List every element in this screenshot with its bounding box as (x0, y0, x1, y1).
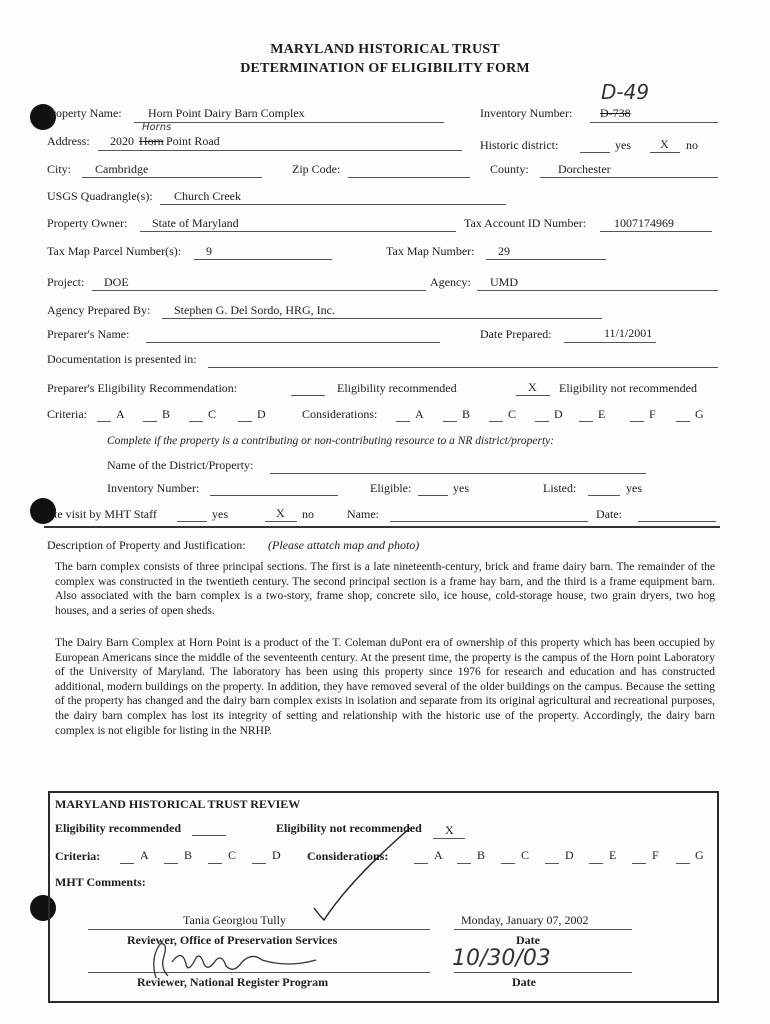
listed-yes: yes (626, 481, 642, 495)
tax-map-line (486, 259, 606, 260)
historic-yes-line (580, 152, 610, 153)
site-visit-label: te visit by MHT Staff (54, 507, 157, 521)
complete-note: Complete if the property is a contributing or non-contributing resource to a NR district/property: (107, 435, 555, 447)
criteria-c: C (208, 407, 217, 421)
zip-line (348, 177, 470, 178)
district-name-label: Name of the District/Property: (107, 458, 254, 472)
tax-map-label: Tax Map Number: (386, 244, 475, 258)
cons-g: G (695, 407, 704, 421)
site-visit-no-line (265, 521, 297, 522)
elig-rec-line (291, 395, 325, 396)
historic-x-mark: X (660, 137, 669, 151)
prepared-by-line (162, 318, 602, 319)
owner-value: State of Maryland (152, 216, 239, 230)
address-number: 2020 (110, 134, 134, 148)
tax-account-label: Tax Account ID Number: (464, 216, 587, 230)
agency-label: Agency: (430, 275, 471, 289)
criteria-a-line (97, 421, 111, 422)
reviewer-checkmark-signature (300, 820, 420, 930)
section-rule (44, 526, 720, 528)
review-cons-e-line (589, 863, 603, 864)
review-criteria-c: C (228, 848, 237, 862)
zip-label: Zip Code: (292, 162, 341, 176)
cons-g-line (676, 421, 690, 422)
parcel-value: 9 (206, 244, 212, 258)
cons-a: A (415, 407, 424, 421)
cons-d: D (554, 407, 563, 421)
address-struck-word: Horn (139, 134, 164, 148)
criteria-a: A (116, 407, 125, 421)
eligible-yes: yes (453, 481, 469, 495)
site-visit-name-label: Name: (347, 507, 379, 521)
description-paragraph-2: The Dairy Barn Complex at Horn Point is a product of the T. Coleman duPont era of ownership of this property which has been occupied by European Americans since the middle of the seventeenth century. At the present time, the property is the campus of the Horn point Laboratory of the University of Maryland. The laboratory has been using this property since 1976 for research and education and has constructed additional, modern buildings on the property. In addition, they have removed several of the older buildings on the campus. Because the setting of the property has changed and the dairy barn complex exists in isolation and separate from its original agricultural and recreational purposes, the dairy barn complex has lost its integrity of setting and relationship with the historic use of the property. Accordingly, the dairy barn complex is not eligible for listing in the NRHP. (55, 637, 715, 737)
form-title-line2: DETERMINATION OF ELIGIBILITY FORM (240, 61, 530, 76)
criteria-c-line (189, 421, 203, 422)
inventory-number-struck: D-738 (600, 106, 631, 120)
historic-no: no (686, 138, 698, 152)
review-criteria-a: A (140, 848, 149, 862)
criteria-b-line (143, 421, 157, 422)
review-elig-not-rec-line (433, 838, 465, 839)
cons-e-line (579, 421, 593, 422)
city-line (82, 177, 262, 178)
date2-line (454, 972, 632, 973)
project-line (92, 290, 426, 291)
cons-b: B (462, 407, 471, 421)
criteria-b: B (162, 407, 171, 421)
site-visit-yes: yes (212, 507, 228, 521)
elig-rec-option: Eligibility recommended (337, 381, 457, 395)
review-criteria-b: B (184, 848, 193, 862)
review-date: Monday, January 07, 2002 (461, 913, 589, 927)
prepared-by-value: Stephen G. Del Sordo, HRG, Inc. (174, 303, 335, 317)
criteria-label: Criteria: (47, 407, 87, 421)
parcel-label: Tax Map Parcel Number(s): (47, 244, 182, 258)
property-name-line (134, 122, 444, 123)
review-cons-a: A (434, 848, 443, 862)
review-elig-not-rec-x: X (445, 823, 454, 837)
inventory-number-label: Inventory Number: (480, 106, 573, 120)
review-cons-b-line (457, 863, 471, 864)
preparer-name-line (146, 342, 440, 343)
review-cons-f-line (632, 863, 646, 864)
review-cons-e: E (609, 848, 617, 862)
preparer-name-label: Preparer's Name: (47, 327, 130, 341)
review-cons-g-line (676, 863, 690, 864)
reviewer-signature (138, 938, 328, 986)
site-visit-x: X (276, 506, 285, 520)
review-elig-rec-line (192, 835, 226, 836)
historic-yes: yes (615, 138, 631, 152)
documentation-label: Documentation is presented in: (47, 352, 197, 366)
review-cons-g: G (695, 848, 704, 862)
review-criteria-b-line (164, 863, 178, 864)
review-elig-rec: Eligibility recommended (55, 821, 182, 835)
cons-f-line (630, 421, 644, 422)
cons-a-line (396, 421, 410, 422)
review-considerations-label: Considerations: (307, 849, 389, 863)
review-cons-c: C (521, 848, 530, 862)
site-visit-date-label: Date: (596, 507, 622, 521)
address-label: Address: (47, 134, 90, 148)
site-visit-yes-line (177, 521, 207, 522)
project-value: DOE (104, 275, 129, 289)
county-value: Dorchester (558, 162, 611, 176)
agency-value: UMD (490, 275, 519, 289)
owner-label: Property Owner: (47, 216, 128, 230)
property-name-label: roperty Name: (52, 106, 122, 120)
review-cons-d-line (545, 863, 559, 864)
tax-map-value: 29 (498, 244, 510, 258)
review-cons-b: B (477, 848, 486, 862)
review-elig-not-rec: Eligibility not recommended (276, 821, 422, 835)
review-comments-label: MHT Comments: (55, 875, 146, 889)
historic-no-line (650, 152, 680, 153)
review-criteria-d: D (272, 848, 281, 862)
review-criteria-c-line (208, 863, 222, 864)
elig-not-rec-option: Eligibility not recommended (559, 381, 697, 395)
city-value: Cambridge (95, 162, 149, 176)
criteria-d-line (238, 421, 252, 422)
cons-f: F (649, 407, 656, 421)
agency-line (477, 290, 718, 291)
review-cons-c-line (501, 863, 515, 864)
date-prepared-label: Date Prepared: (480, 327, 552, 341)
review-criteria-label: Criteria: (55, 849, 101, 863)
handwritten-inventory-number: D-49 (601, 80, 650, 104)
listed-label: Listed: (543, 481, 577, 495)
date1-line (454, 929, 632, 930)
eligible-label: Eligible: (370, 481, 412, 495)
reviewer-name: Tania Georgiou Tully (183, 913, 286, 927)
site-visit-name-line (390, 521, 588, 522)
owner-line (140, 231, 456, 232)
form-title-line1: MARYLAND HISTORICAL TRUST (270, 42, 500, 57)
tax-account-line (600, 231, 712, 232)
project-label: Project: (47, 275, 85, 289)
eligible-line (418, 495, 448, 496)
description-label: Description of Property and Justification: (47, 538, 246, 552)
date1-label: Date (516, 933, 540, 947)
county-line (540, 177, 718, 178)
date-prepared-line (564, 342, 656, 343)
cons-c: C (508, 407, 517, 421)
binder-hole-middle (30, 498, 56, 524)
handwritten-address-insert: Horns (142, 122, 172, 133)
district-name-line (270, 473, 646, 474)
reviewer1-label: Reviewer, Office of Preservation Services (127, 933, 338, 947)
documentation-line (208, 367, 718, 368)
tax-account-value: 1007174969 (614, 216, 674, 230)
review-cons-f: F (652, 848, 659, 862)
cons-e: E (598, 407, 606, 421)
review-criteria-d-line (252, 863, 266, 864)
date-prepared-value: 11/1/2001 (604, 326, 653, 340)
review-heading: MARYLAND HISTORICAL TRUST REVIEW (55, 797, 301, 811)
usgs-value: Church Creek (174, 189, 241, 203)
listed-line (588, 495, 620, 496)
parcel-line (194, 259, 332, 260)
prepared-by-label: Agency Prepared By: (47, 303, 151, 317)
description-paragraph-1: The barn complex consists of three principal sections. The first is a late nineteenth-century, brick and frame dairy barn. The remainder of the complex was constructed in the twentieth century. The second principal section is a frame hay barn, and the third is a frame equipment barn. Also associated with the barn complex is a two-story, frame shop, concrete silo, ice house, cold-storage house, two grain dryers, two hog houses, and a series of open sheds. (55, 561, 715, 617)
address-line (98, 150, 462, 151)
considerations-label: Considerations: (302, 407, 378, 421)
elig-not-rec-x: X (528, 380, 537, 394)
historic-district-label: Historic district: (480, 138, 559, 152)
county-label: County: (490, 162, 529, 176)
property-name-value: Horn Point Dairy Barn Complex (148, 106, 305, 120)
city-label: City: (47, 162, 72, 176)
usgs-label: USGS Quadrangle(s): (47, 189, 153, 203)
review-criteria-a-line (120, 863, 134, 864)
address-street: Point Road (166, 134, 220, 148)
cons-c-line (489, 421, 503, 422)
reviewer2-label: Reviewer, National Register Program (137, 975, 329, 989)
handwritten-sign-date: 10/30/03 (452, 946, 551, 971)
site-visit-no: no (302, 507, 314, 521)
inventory-number-line (590, 122, 718, 123)
review-cons-d: D (565, 848, 574, 862)
district-inventory-line (210, 495, 338, 496)
elig-not-rec-line (516, 395, 550, 396)
description-note: (Please attatch map and photo) (268, 538, 420, 552)
site-visit-date-line (638, 521, 716, 522)
cons-d-line (535, 421, 549, 422)
recommendation-label: Preparer's Eligibility Recommendation: (47, 381, 238, 395)
date2-label: Date (512, 975, 536, 989)
usgs-line (160, 204, 506, 205)
criteria-d: D (257, 407, 266, 421)
cons-b-line (443, 421, 457, 422)
district-inventory-label: Inventory Number: (107, 481, 200, 495)
